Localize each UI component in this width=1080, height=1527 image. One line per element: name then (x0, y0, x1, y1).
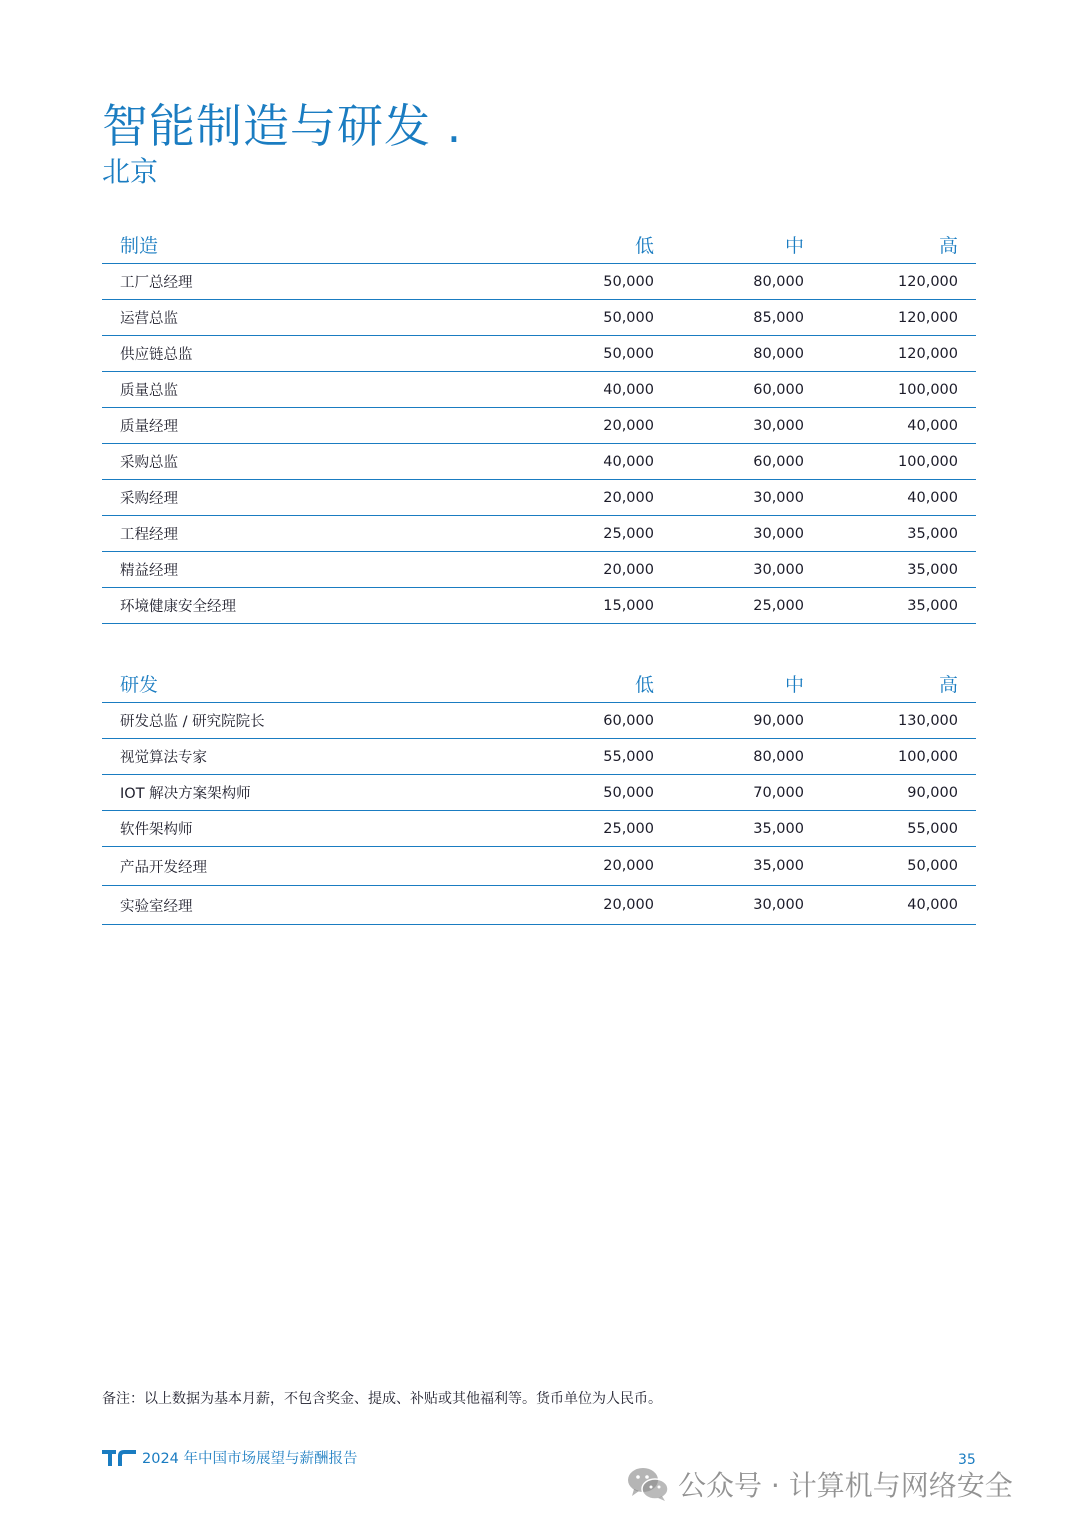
role-cell: 工厂总经理 (102, 264, 522, 300)
salary-table-rnd (102, 664, 976, 925)
low-cell: 50,000 (522, 336, 672, 372)
role-cell: 精益经理 (102, 552, 522, 588)
salary-table-manufacturing (102, 225, 976, 624)
role-cell: 视觉算法专家 (102, 739, 522, 775)
high-cell: 35,000 (822, 588, 976, 624)
mid-cell: 60,000 (672, 444, 822, 480)
low-cell: 20,000 (522, 847, 672, 886)
low-cell: 20,000 (522, 886, 672, 925)
high-cell: 100,000 (822, 444, 976, 480)
table-row (102, 444, 976, 480)
table-row (102, 739, 976, 775)
low-cell: 25,000 (522, 811, 672, 847)
mid-header: 中 (672, 664, 822, 703)
role-cell: 环境健康安全经理 (102, 588, 522, 624)
role-cell: IOT 解决方案架构师 (102, 775, 522, 811)
mid-cell: 70,000 (672, 775, 822, 811)
role-cell: 产品开发经理 (102, 847, 522, 886)
low-cell: 20,000 (522, 480, 672, 516)
mid-cell: 30,000 (672, 886, 822, 925)
category-header: 研发 (102, 664, 522, 703)
role-cell: 运营总监 (102, 300, 522, 336)
report-title: 2024 年中国市场展望与薪酬报告 (142, 1451, 358, 1467)
table-row (102, 886, 976, 925)
mid-header: 中 (672, 225, 822, 264)
mid-cell: 30,000 (672, 408, 822, 444)
low-cell: 50,000 (522, 264, 672, 300)
high-cell: 90,000 (822, 775, 976, 811)
table-row (102, 811, 976, 847)
low-cell: 60,000 (522, 703, 672, 739)
role-cell: 质量经理 (102, 408, 522, 444)
table-row (102, 372, 976, 408)
low-cell: 40,000 (522, 444, 672, 480)
mid-cell: 30,000 (672, 516, 822, 552)
table-row (102, 336, 976, 372)
table-row (102, 408, 976, 444)
low-header: 低 (522, 225, 672, 264)
mid-cell: 35,000 (672, 847, 822, 886)
table-row (102, 552, 976, 588)
table-row (102, 775, 976, 811)
role-cell: 工程经理 (102, 516, 522, 552)
page-subtitle-city: 北京 (102, 155, 159, 188)
table-header-row (102, 664, 976, 703)
high-cell: 40,000 (822, 408, 976, 444)
watermark (626, 1462, 1013, 1506)
high-cell: 120,000 (822, 300, 976, 336)
table-row (102, 516, 976, 552)
page-title: 智能制造与研发 . (102, 99, 463, 153)
mid-cell: 80,000 (672, 336, 822, 372)
low-cell: 50,000 (522, 775, 672, 811)
high-cell: 40,000 (822, 886, 976, 925)
role-cell: 研发总监 / 研究院院长 (102, 703, 522, 739)
mid-cell: 30,000 (672, 480, 822, 516)
high-cell: 40,000 (822, 480, 976, 516)
table-row (102, 703, 976, 739)
table-row (102, 264, 976, 300)
high-cell: 50,000 (822, 847, 976, 886)
mid-cell: 90,000 (672, 703, 822, 739)
high-cell: 120,000 (822, 264, 976, 300)
category-header: 制造 (102, 225, 522, 264)
role-cell: 供应链总监 (102, 336, 522, 372)
table-row (102, 847, 976, 886)
low-cell: 40,000 (522, 372, 672, 408)
mid-cell: 30,000 (672, 552, 822, 588)
role-cell: 实验室经理 (102, 886, 522, 925)
table-header-row (102, 225, 976, 264)
table-row (102, 480, 976, 516)
high-cell: 100,000 (822, 372, 976, 408)
high-cell: 120,000 (822, 336, 976, 372)
high-cell: 35,000 (822, 516, 976, 552)
mid-cell: 25,000 (672, 588, 822, 624)
high-cell: 55,000 (822, 811, 976, 847)
mid-cell: 80,000 (672, 739, 822, 775)
high-cell: 35,000 (822, 552, 976, 588)
mid-cell: 80,000 (672, 264, 822, 300)
low-cell: 15,000 (522, 588, 672, 624)
mid-cell: 35,000 (672, 811, 822, 847)
mid-cell: 85,000 (672, 300, 822, 336)
footnote: 备注：以上数据为基本月薪，不包含奖金、提成、补贴或其他福利等。货币单位为人民币。 (102, 1391, 662, 1407)
high-cell: 100,000 (822, 739, 976, 775)
tr-logo-icon (102, 1448, 136, 1466)
role-cell: 质量总监 (102, 372, 522, 408)
low-cell: 25,000 (522, 516, 672, 552)
table-row (102, 588, 976, 624)
high-header: 高 (822, 664, 976, 703)
role-cell: 软件架构师 (102, 811, 522, 847)
watermark-text: 公众号 · 计算机与网络安全 (678, 1469, 1013, 1502)
role-cell: 采购经理 (102, 480, 522, 516)
role-cell: 采购总监 (102, 444, 522, 480)
low-cell: 20,000 (522, 408, 672, 444)
wechat-icon (626, 1465, 670, 1503)
mid-cell: 60,000 (672, 372, 822, 408)
low-header: 低 (522, 664, 672, 703)
high-cell: 130,000 (822, 703, 976, 739)
low-cell: 20,000 (522, 552, 672, 588)
page-number: 35 (958, 1452, 976, 1468)
low-cell: 55,000 (522, 739, 672, 775)
high-header: 高 (822, 225, 976, 264)
low-cell: 50,000 (522, 300, 672, 336)
table-row (102, 300, 976, 336)
